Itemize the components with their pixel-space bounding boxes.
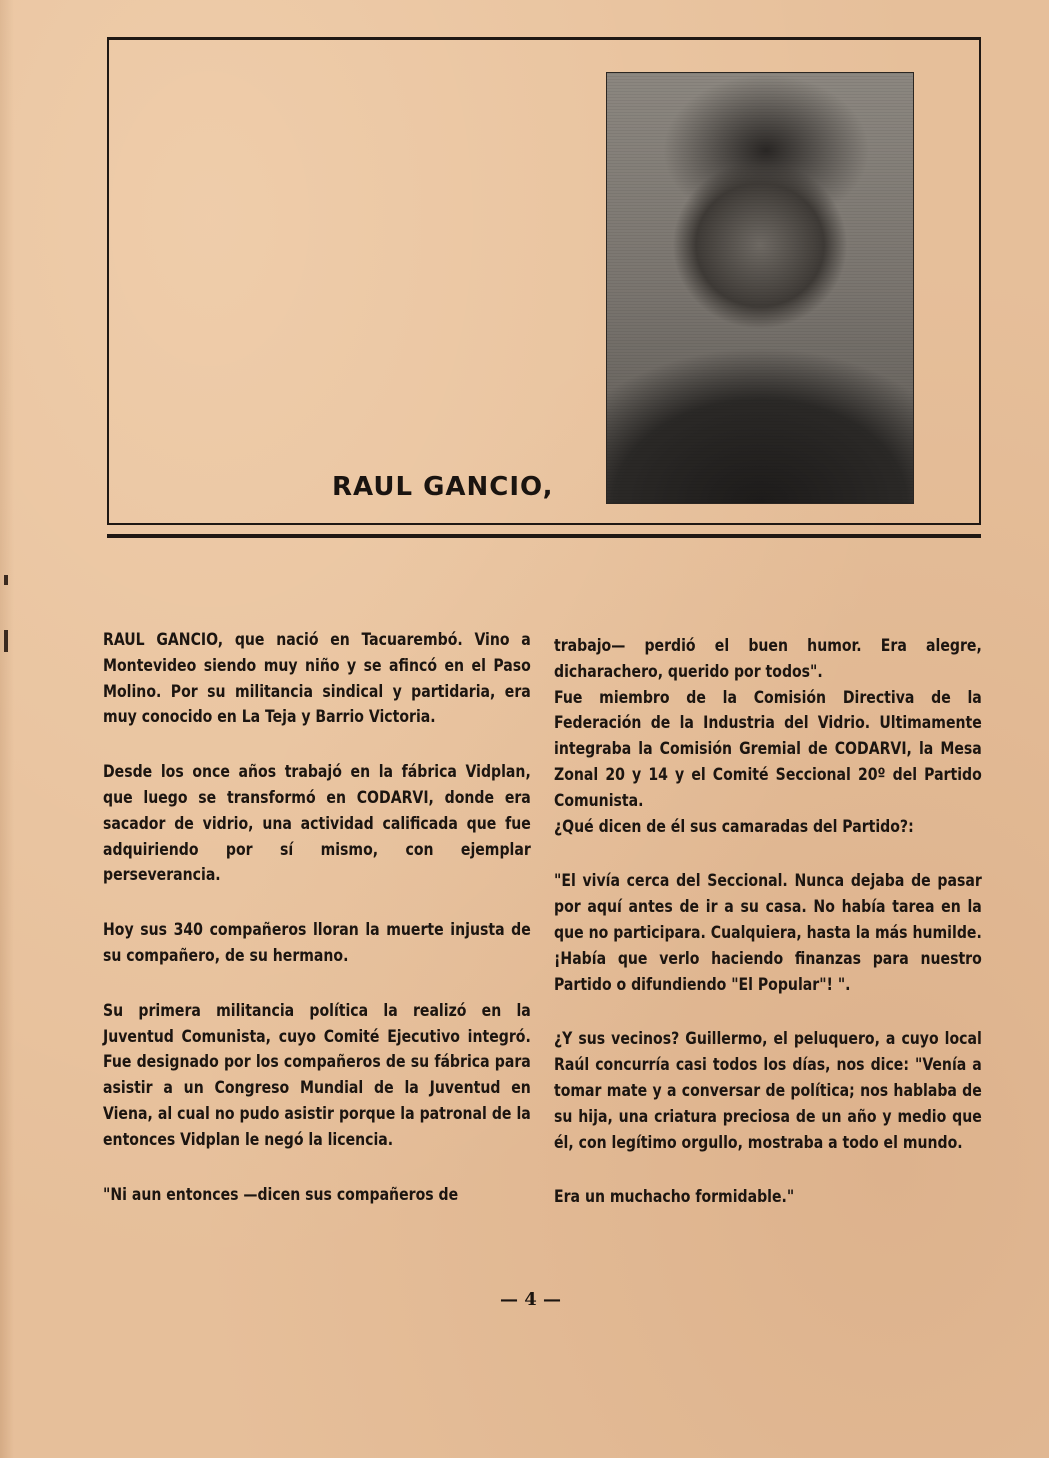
photo-grain-texture [607, 73, 913, 503]
paragraph-neighbors: ¿Y sus vecinos? Guillermo, el peluquero, a cuyo local Raúl concurría casi todos los días, nos dice: "Venía a tomar mate y a conversar de política; nos hablaba de su hija, una criatura preciosa de un año y medio que él, con legítimo orgullo, mostraba a todo el mundo. [554, 1029, 982, 1153]
paragraph-work: Desde los once años trabajó en la fábrica Vidplan, que luego se transformó en CODARVI, donde era sacador de vidrio, una actividad calificada que fue adquiriendo por sí mismo, con ejemplar perseverancia. [103, 762, 531, 886]
portrait-photo [606, 72, 914, 504]
binding-mark [4, 630, 8, 652]
article-column-right [554, 634, 982, 1211]
paragraph-question: ¿Qué dicen de él sus camaradas del Partido?: [554, 816, 914, 837]
paragraph-federation: Fue miembro de la Comisión Directiva de la Federación de la Industria del Vidrio. Ultimamente integraba la Comisión Gremial de CODARVI, la Mesa Zonal 20 y 14 y el Comité Seccional 20º del Partido Comunista. [554, 687, 982, 811]
header-bottom-rule [107, 534, 981, 538]
paragraph-mourning: Hoy sus 340 compañeros lloran la muerte injusta de su compañero, de su hermano. [103, 920, 531, 966]
paragraph-militancy: Su primera militancia política la realizó en la Juventud Comunista, cuyo Comité Ejecutivo integró. Fue designado por los compañeros de su fábrica para asistir a un Congreso Mundial de la Juventud en Viena, al cual no pudo asistir porque la patronal de la entonces Vidplan le negó la licencia. [103, 1000, 531, 1150]
paragraph-birth: RAUL GANCIO, que nació en Tacuarembó. Vino a Montevideo siendo muy niño y se afincó en el Paso Molino. Por su militancia sindical y partidaria, era muy conocido en La Teja y Barrio Victoria. [103, 630, 531, 728]
portrait-name-title: RAUL GANCIO, [332, 472, 554, 502]
paragraph-closing: Era un muchacho formidable." [554, 1187, 795, 1208]
page-number: — 4 — [500, 1289, 562, 1310]
paragraph-comrades-quote: "El vivía cerca del Seccional. Nunca dejaba de pasar por aquí antes de ir a su casa. No había tarea en la que no participara. Cualquiera, hasta la más humilde. ¡Había que verlo haciendo finanzas para nuestro Partido o difundiendo "El Popular"! ". [554, 871, 982, 995]
paragraph-quote-end: trabajo— perdió el buen humor. Era alegre, dicharachero, querido por todos". [554, 636, 982, 682]
binding-mark [4, 575, 8, 585]
article-column-left [103, 628, 531, 1208]
paragraph-quote-start: "Ni aun entonces —dicen sus compañeros de [103, 1184, 459, 1205]
